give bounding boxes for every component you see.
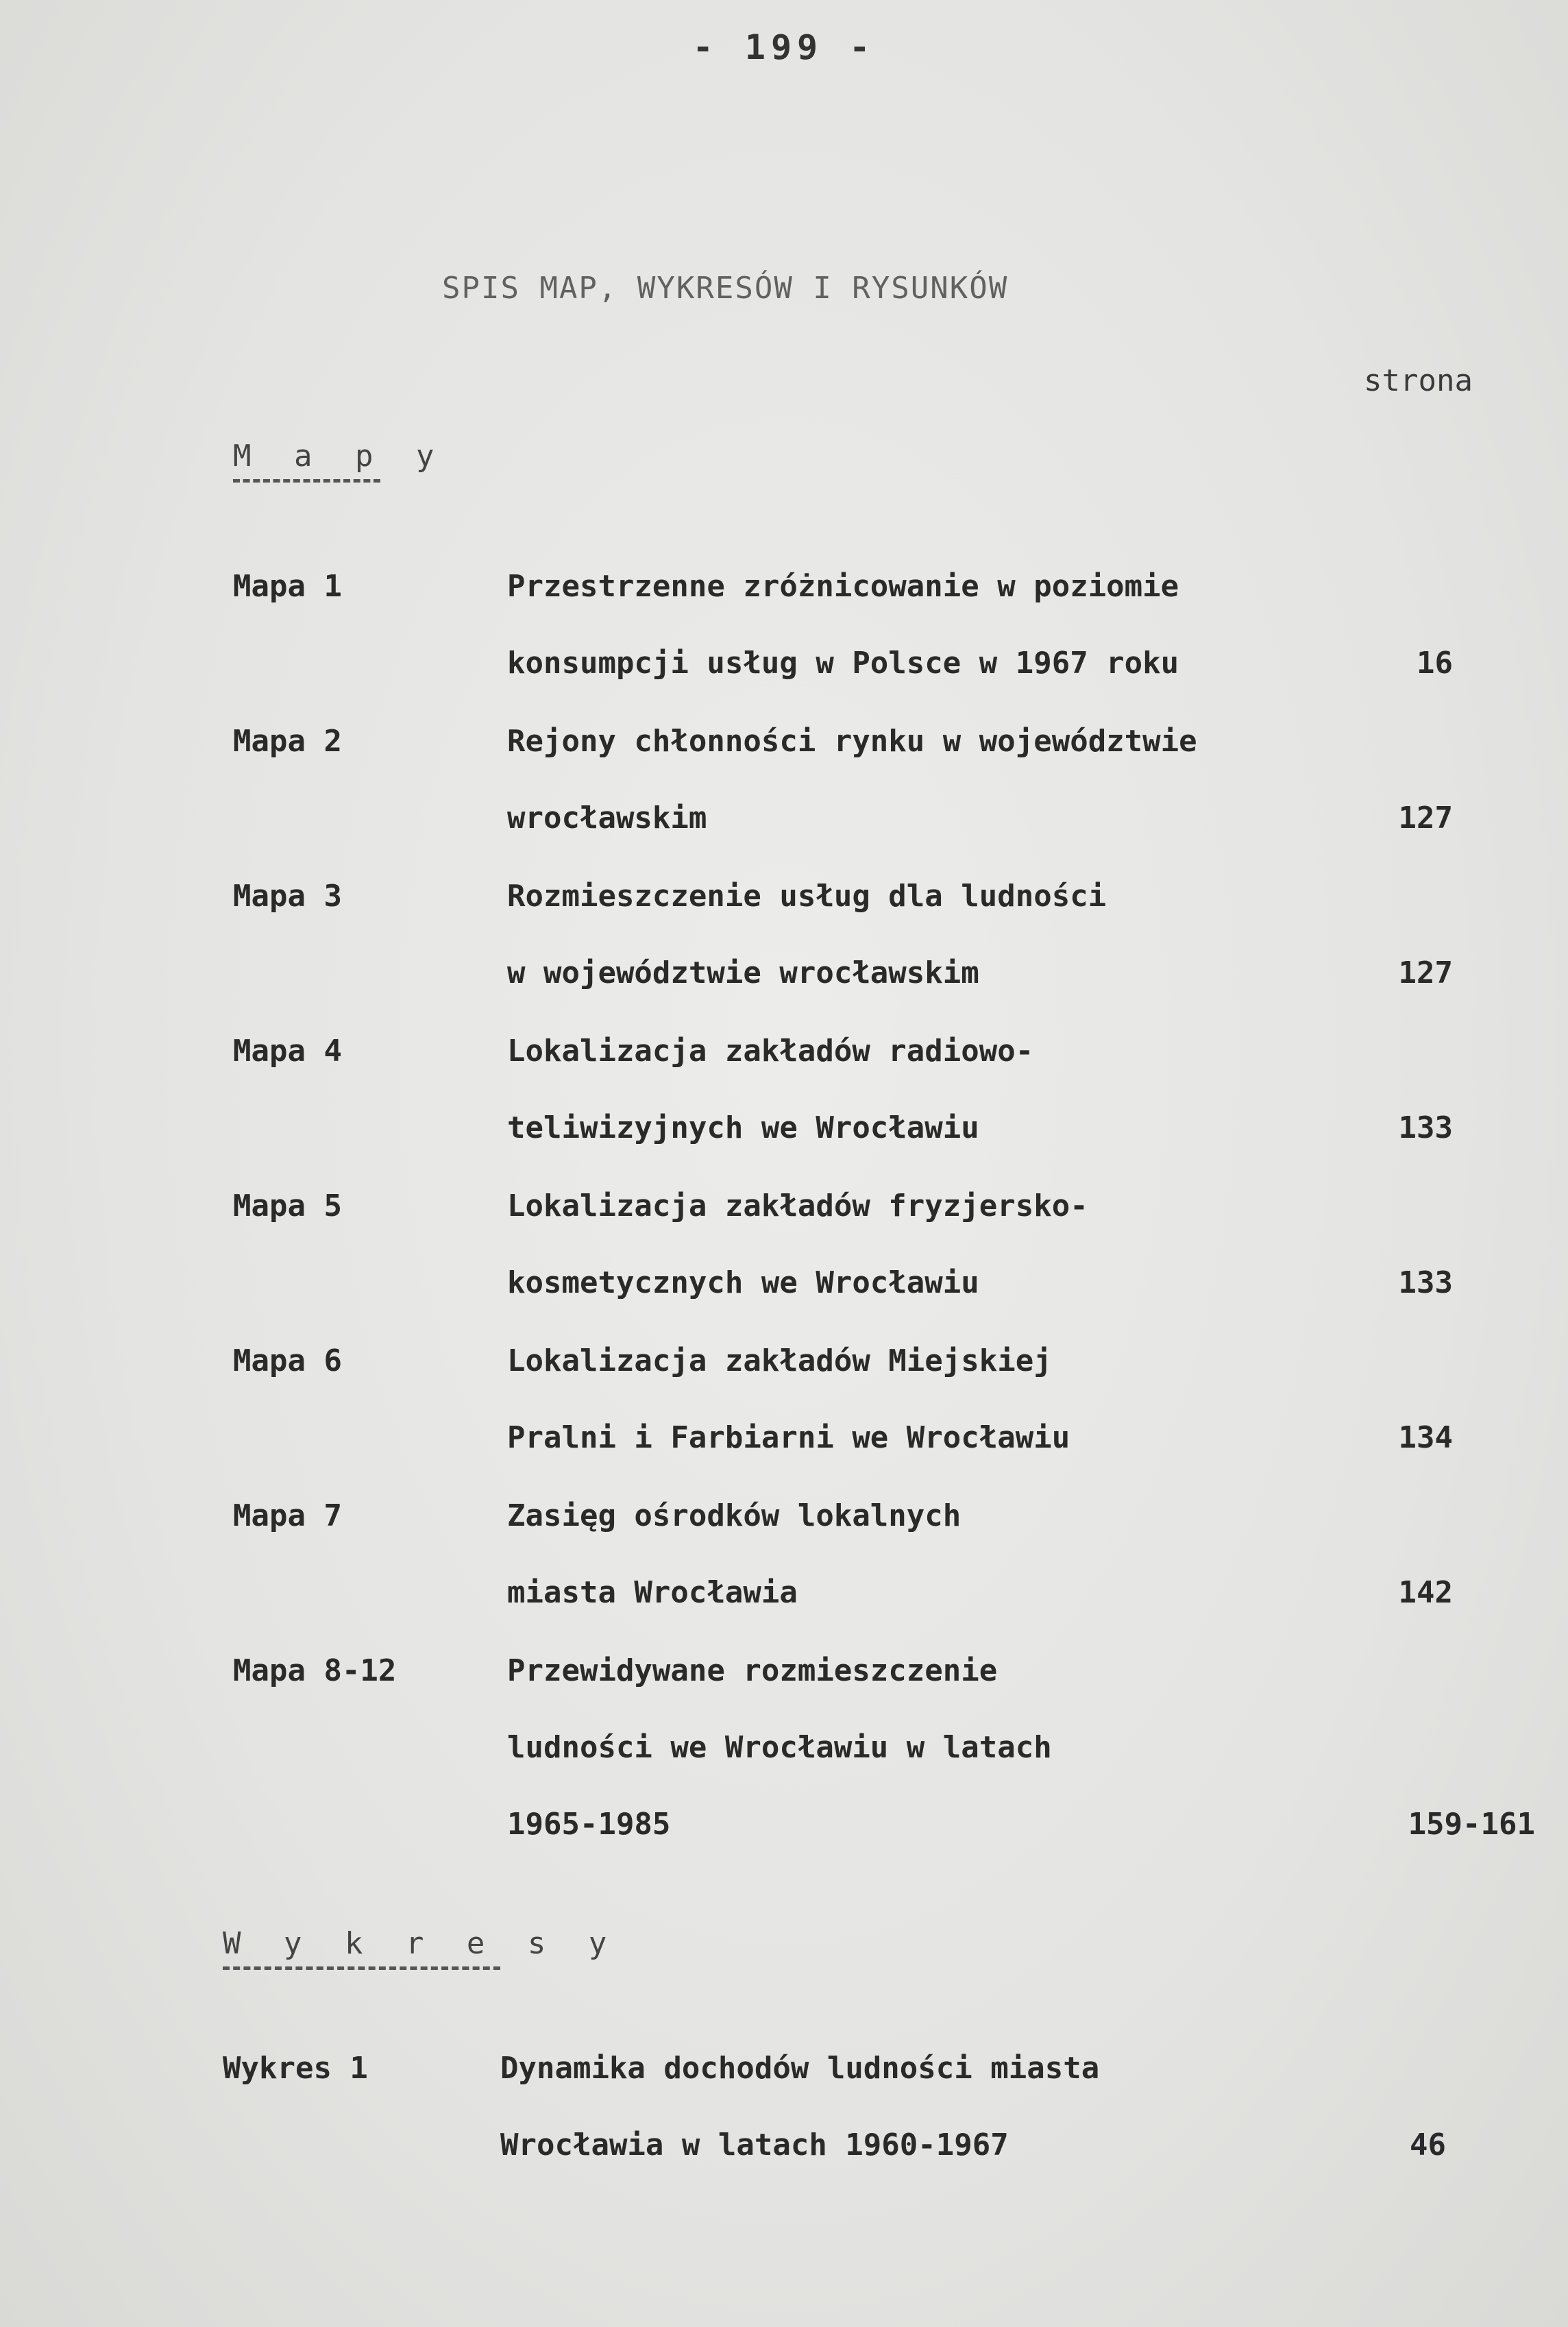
chart-entry-page: 46 (1410, 2128, 1446, 2162)
map-entry-label: Mapa 1 (233, 569, 342, 604)
section-underline (223, 1966, 500, 1970)
map-entry-title: Zasięg ośrodków lokalnych miasta Wrocławia (507, 1498, 961, 1610)
chart-entry-title: Dynamika dochodów ludności miasta Wrocławia w latach 1960-1967 (500, 2051, 1100, 2162)
section-heading-maps (233, 439, 446, 483)
map-entry-label: Mapa 4 (233, 1034, 342, 1069)
map-entry-title: Lokalizacja zakładów fryzjersko- kosmetycznych we Wrocławiu (507, 1189, 1088, 1300)
chart-entry-label: Wykres 1 (223, 2051, 368, 2086)
map-entry-label: Mapa 3 (233, 879, 342, 914)
map-entry-title: Lokalizacja zakładów Miejskiej Pralni i Farbiarni we Wrocławiu (507, 1343, 1070, 1455)
map-entry-page: 142 (1398, 1575, 1453, 1610)
map-entry-page: 127 (1398, 801, 1453, 836)
map-entry-title: Przestrzenne zróżnicowanie w poziomie konsumpcji usług w Polsce w 1967 roku (507, 569, 1179, 681)
map-entry-label: Mapa 2 (233, 724, 342, 759)
document-title: SPIS MAP, WYKRESÓW I RYSUNKÓW (442, 271, 1009, 306)
map-entry-label: Mapa 8-12 (233, 1653, 397, 1688)
map-entry-page: 134 (1398, 1420, 1453, 1455)
map-entry-page: 159-161 (1408, 1807, 1535, 1842)
map-entry-title: Przewidywane rozmieszczenie ludności we Wrocławiu w latach 1965-1985 (507, 1653, 1052, 1842)
section-underline (233, 479, 380, 483)
page-number: - 199 - (692, 27, 876, 67)
map-entry-label: Mapa 5 (233, 1189, 342, 1223)
map-entry-page: 127 (1398, 955, 1453, 990)
section-heading-charts-text: W y k r e s y (223, 1926, 620, 1961)
map-entry-page: 133 (1398, 1265, 1453, 1300)
map-entry-title: Rejony chłonności rynku w województwie wrocławskim (507, 724, 1197, 836)
page-column-label: strona (1364, 363, 1473, 398)
map-entry-title: Rozmieszczenie usług dla ludności w województwie wrocławskim (507, 879, 1107, 990)
section-heading-maps-text: M a p y (233, 439, 447, 474)
section-heading-charts (223, 1926, 619, 1970)
map-entry-title: Lokalizacja zakładów radiowo- teliwizyjnych we Wrocławiu (507, 1034, 1034, 1145)
map-entry-page: 16 (1417, 646, 1453, 681)
map-entry-label: Mapa 7 (233, 1498, 342, 1533)
map-entry-label: Mapa 6 (233, 1343, 342, 1378)
map-entry-page: 133 (1398, 1110, 1453, 1145)
